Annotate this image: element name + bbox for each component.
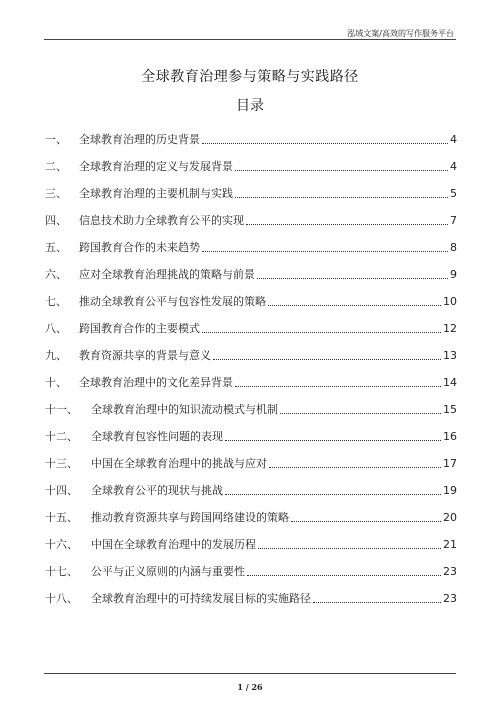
toc-entry[interactable] bbox=[45, 153, 457, 180]
toc-entry-page: 5 bbox=[450, 187, 457, 200]
toc-entry[interactable] bbox=[45, 234, 457, 261]
toc-dot-leader bbox=[202, 143, 448, 144]
toc-dot-leader bbox=[247, 575, 441, 576]
toc-dot-leader bbox=[213, 359, 441, 360]
toc-dot-leader bbox=[291, 521, 441, 522]
toc-entry-page: 21 bbox=[443, 538, 457, 551]
toc-entry[interactable] bbox=[45, 288, 457, 315]
toc-entry[interactable] bbox=[45, 477, 457, 504]
toc-entry-number: 七、 bbox=[45, 295, 67, 308]
toc-entry-title: 中国在全球教育治理中的挑战与应对 bbox=[91, 457, 267, 470]
toc-dot-leader bbox=[257, 278, 448, 279]
toc-entry[interactable] bbox=[45, 531, 457, 558]
toc-entry-page: 23 bbox=[443, 592, 457, 605]
toc-entry-page: 7 bbox=[450, 214, 457, 227]
toc-dot-leader bbox=[225, 494, 441, 495]
footer-divider bbox=[44, 673, 456, 674]
toc-entry-title: 全球教育公平的现状与挑战 bbox=[91, 484, 223, 497]
toc-dot-leader bbox=[313, 602, 441, 603]
toc-entry-page: 10 bbox=[443, 295, 457, 308]
header-text: 泓域文案/高效的写作服务平台 bbox=[347, 29, 454, 38]
header-divider bbox=[44, 39, 456, 40]
toc-dot-leader bbox=[202, 251, 448, 252]
toc-entry-title: 全球教育治理中的可持续发展目标的实施路径 bbox=[91, 592, 311, 605]
toc-entry-title: 应对全球教育治理挑战的策略与前景 bbox=[79, 268, 255, 281]
toc-entry-title: 跨国教育合作的未来趋势 bbox=[79, 241, 200, 254]
toc-entry[interactable] bbox=[45, 558, 457, 585]
toc-entry-page: 19 bbox=[443, 484, 457, 497]
toc-dot-leader bbox=[235, 386, 441, 387]
toc-entry[interactable] bbox=[45, 504, 457, 531]
toc-entry-page: 8 bbox=[450, 241, 457, 254]
toc-entry-page: 4 bbox=[450, 160, 457, 173]
toc-entry-page: 14 bbox=[443, 376, 457, 389]
toc-entry-number: 十四、 bbox=[45, 484, 78, 497]
toc-entry-number: 八、 bbox=[45, 322, 67, 335]
toc-entry-title: 中国在全球教育治理中的发展历程 bbox=[91, 538, 256, 551]
toc-entry-number: 四、 bbox=[45, 214, 67, 227]
toc-entry[interactable] bbox=[45, 315, 457, 342]
toc-entry[interactable] bbox=[45, 423, 457, 450]
toc-entry-number: 十六、 bbox=[45, 538, 78, 551]
toc-entry-number: 十七、 bbox=[45, 565, 78, 578]
toc-dot-leader bbox=[280, 413, 441, 414]
toc-dot-leader bbox=[258, 548, 441, 549]
toc-entry-title: 推动全球教育公平与包容性发展的策略 bbox=[79, 295, 266, 308]
toc-entry-title: 全球教育治理的主要机制与实践 bbox=[79, 187, 233, 200]
toc-entry-title: 信息技术助力全球教育公平的实现 bbox=[79, 214, 244, 227]
toc-dot-leader bbox=[269, 467, 441, 468]
toc-entry-page: 16 bbox=[443, 430, 457, 443]
toc-entry-title: 跨国教育合作的主要模式 bbox=[79, 322, 200, 335]
toc-heading: 目录 bbox=[236, 98, 264, 114]
toc-entry-number: 十五、 bbox=[45, 511, 78, 524]
toc-dot-leader bbox=[246, 224, 448, 225]
toc-entry-title: 全球教育包容性问题的表现 bbox=[91, 430, 223, 443]
toc-dot-leader bbox=[268, 305, 441, 306]
toc-entry[interactable] bbox=[45, 450, 457, 477]
toc-entry-title: 全球教育治理中的知识流动模式与机制 bbox=[91, 403, 278, 416]
toc-entry-number: 六、 bbox=[45, 268, 67, 281]
toc-entry-page: 15 bbox=[443, 403, 457, 416]
toc-entry-number: 十一、 bbox=[45, 403, 78, 416]
toc-entry[interactable] bbox=[45, 342, 457, 369]
toc-entry-title: 推动教育资源共享与跨国网络建设的策略 bbox=[91, 511, 289, 524]
toc-entry-page: 9 bbox=[450, 268, 457, 281]
page-indicator: 1 / 26 bbox=[237, 682, 263, 692]
toc-entry-page: 4 bbox=[450, 133, 457, 146]
toc-dot-leader bbox=[235, 170, 448, 171]
toc-entry-title: 公平与正义原则的内涵与重要性 bbox=[91, 565, 245, 578]
toc-entry-number: 十、 bbox=[45, 376, 67, 389]
toc-entry-page: 20 bbox=[443, 511, 457, 524]
toc-entry[interactable] bbox=[45, 396, 457, 423]
toc-entry-title: 全球教育治理的历史背景 bbox=[79, 133, 200, 146]
document-title: 全球教育治理参与策略与实践路径 bbox=[141, 69, 359, 85]
toc-entry[interactable] bbox=[45, 369, 457, 396]
toc-entry-number: 一、 bbox=[45, 133, 67, 146]
toc-entry-number: 十二、 bbox=[45, 430, 78, 443]
toc-entry-number: 九、 bbox=[45, 349, 67, 362]
toc-entry-number: 三、 bbox=[45, 187, 67, 200]
toc-entry[interactable] bbox=[45, 207, 457, 234]
toc-entry-title: 全球教育治理的定义与发展背景 bbox=[79, 160, 233, 173]
toc-entry-page: 13 bbox=[443, 349, 457, 362]
toc-entry[interactable] bbox=[45, 261, 457, 288]
toc-entry[interactable] bbox=[45, 585, 457, 612]
toc-entry-title: 全球教育治理中的文化差异背景 bbox=[79, 376, 233, 389]
toc-entry-number: 五、 bbox=[45, 241, 67, 254]
toc-dot-leader bbox=[235, 197, 448, 198]
toc-entry[interactable] bbox=[45, 126, 457, 153]
toc-entry[interactable] bbox=[45, 180, 457, 207]
toc-entry-title: 教育资源共享的背景与意义 bbox=[79, 349, 211, 362]
table-of-contents bbox=[45, 126, 457, 612]
toc-dot-leader bbox=[202, 332, 441, 333]
toc-entry-number: 二、 bbox=[45, 160, 67, 173]
toc-entry-page: 12 bbox=[443, 322, 457, 335]
toc-entry-page: 17 bbox=[443, 457, 457, 470]
toc-entry-number: 十八、 bbox=[45, 592, 78, 605]
toc-entry-page: 23 bbox=[443, 565, 457, 578]
toc-entry-number: 十三、 bbox=[45, 457, 78, 470]
toc-dot-leader bbox=[225, 440, 441, 441]
